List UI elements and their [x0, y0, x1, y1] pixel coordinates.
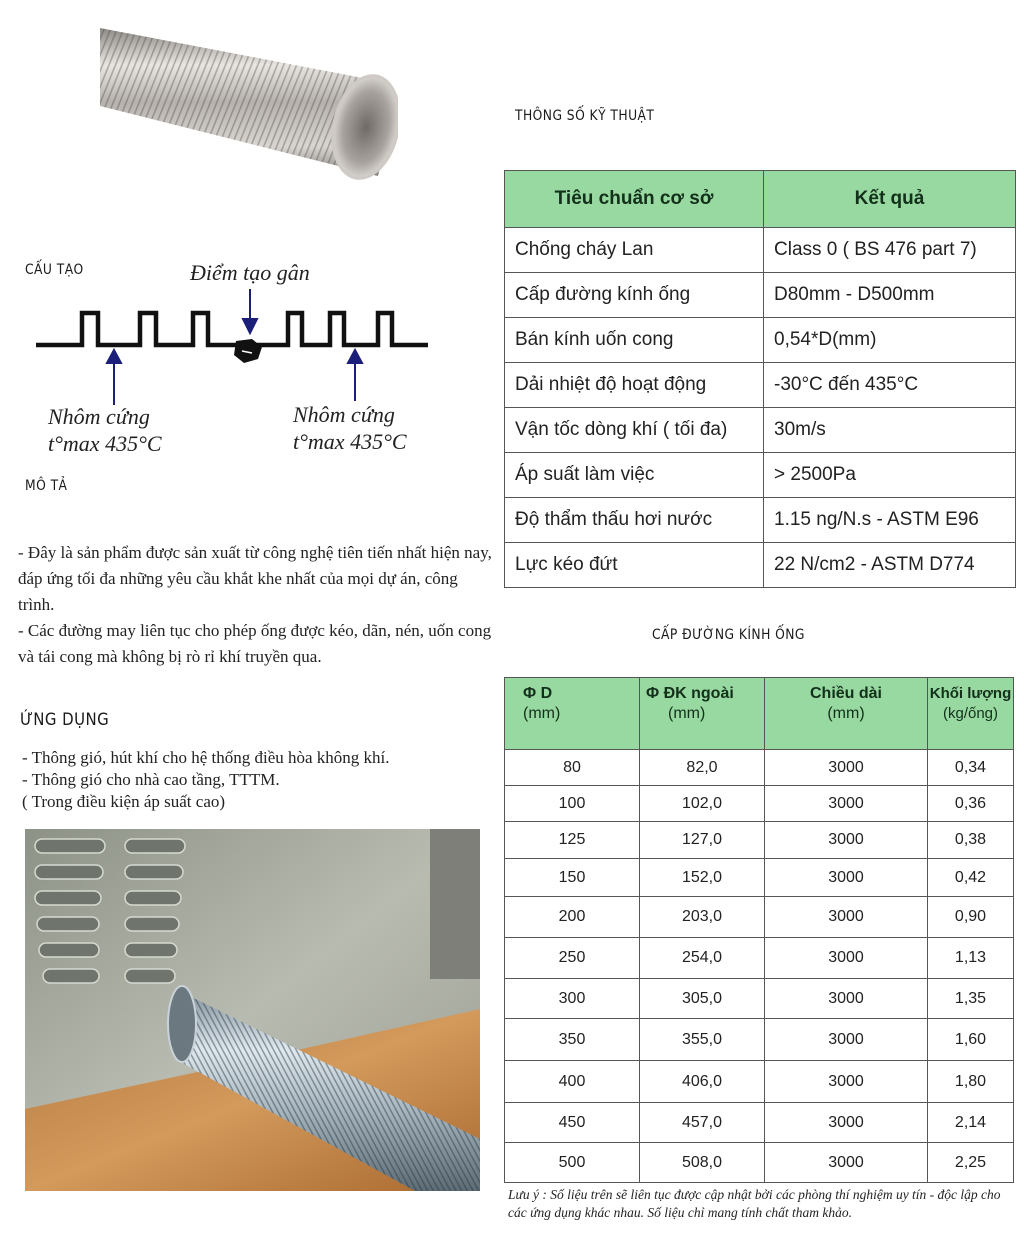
spec-value: > 2500Pa [764, 453, 1016, 498]
description-paragraph: - Các đường may liên tục cho phép ống được kéo, dãn, nén, uốn cong và tái cong mà không bị rò rỉ khí truyền qua. [18, 621, 492, 666]
spec-value: -30°C đến 435°C [764, 363, 1016, 408]
cell-outer: 254,0 [640, 938, 765, 979]
cell-weight: 0,42 [928, 859, 1014, 897]
specs-header-standard: Tiêu chuẩn cơ sở [505, 171, 764, 228]
spec-value: D80mm - D500mm [764, 273, 1016, 318]
diameter-row [505, 859, 1014, 897]
specs-row [505, 543, 1016, 588]
spec-value: 22 N/cm2 - ASTM D774 [764, 543, 1016, 588]
cell-d: 125 [505, 822, 640, 859]
application-item: - Thông gió, hút khí cho hệ thống điều hòa không khí. [22, 748, 390, 767]
left-material-name: Nhôm cứng [48, 404, 150, 429]
cell-d: 500 [505, 1143, 640, 1183]
cell-weight: 0,90 [928, 897, 1014, 938]
diameter-row [505, 938, 1014, 979]
application-item: - Thông gió cho nhà cao tầng, TTTM. [22, 770, 280, 789]
spec-label: Dải nhiệt độ hoạt động [505, 363, 764, 408]
applications-heading: ỨNG DỤNG [20, 710, 110, 730]
application-item: ( Trong điều kiện áp suất cao) [22, 792, 226, 811]
cell-d: 200 [505, 897, 640, 938]
left-material-label [48, 403, 162, 457]
description-paragraph: - Đây là sản phẩm được sản xuất từ công nghệ tiên tiến nhất hiện nay, đáp ứng tối đa những yêu cầu khắt khe nhất của mọi dự án, công trình. [18, 543, 492, 614]
cell-d: 250 [505, 938, 640, 979]
cell-outer: 406,0 [640, 1061, 765, 1103]
structure-diagram [30, 255, 450, 465]
cell-outer: 102,0 [640, 786, 765, 822]
spec-label: Vận tốc dòng khí ( tối đa) [505, 408, 764, 453]
specs-row [505, 273, 1016, 318]
specs-row [505, 453, 1016, 498]
structure-heading: CẤU TẠO [25, 262, 84, 278]
spec-label: Áp suất làm việc [505, 453, 764, 498]
cell-weight: 1,13 [928, 938, 1014, 979]
specs-row [505, 408, 1016, 453]
cell-length: 3000 [765, 822, 928, 859]
cell-d: 350 [505, 1019, 640, 1061]
cell-length: 3000 [765, 750, 928, 786]
diameters-table [504, 677, 1014, 1183]
specs-row [505, 318, 1016, 363]
header-unit: (mm) [523, 705, 561, 722]
header-main: Φ ĐK ngoài [646, 685, 734, 702]
cell-outer: 127,0 [640, 822, 765, 859]
cell-d: 80 [505, 750, 640, 786]
specs-row [505, 228, 1016, 273]
cell-outer: 355,0 [640, 1019, 765, 1061]
cell-weight: 0,36 [928, 786, 1014, 822]
spec-value: Class 0 ( BS 476 part 7) [764, 228, 1016, 273]
right-material-name: Nhôm cứng [293, 402, 395, 427]
cell-weight: 2,14 [928, 1103, 1014, 1143]
cell-length: 3000 [765, 1019, 928, 1061]
diameter-row [505, 1061, 1014, 1103]
diameter-row [505, 897, 1014, 938]
header-unit: (mm) [827, 705, 865, 722]
cell-length: 3000 [765, 979, 928, 1019]
header-main: Khối lượng [929, 685, 1012, 702]
cell-length: 3000 [765, 938, 928, 979]
cell-length: 3000 [765, 1103, 928, 1143]
specs-heading: THÔNG SỐ KỸ THUẬT [515, 108, 655, 124]
spec-value: 0,54*D(mm) [764, 318, 1016, 363]
cell-d: 400 [505, 1061, 640, 1103]
description-heading: MÔ TẢ [25, 478, 68, 494]
cell-length: 3000 [765, 786, 928, 822]
diameters-heading: CẤP ĐƯỜNG KÍNH ỐNG [652, 627, 805, 643]
specs-row [505, 363, 1016, 408]
cell-weight: 2,25 [928, 1143, 1014, 1183]
specs-table [504, 170, 1016, 588]
cell-weight: 0,34 [928, 750, 1014, 786]
right-material-temp: t°max 435°C [293, 429, 407, 454]
diameter-row [505, 786, 1014, 822]
spec-label: Độ thẩm thấu hơi nước [505, 498, 764, 543]
diameter-row [505, 1143, 1014, 1183]
diameter-row [505, 1019, 1014, 1061]
diameter-row [505, 979, 1014, 1019]
cell-outer: 305,0 [640, 979, 765, 1019]
spec-label: Cấp đường kính ống [505, 273, 764, 318]
header-nominal-diameter [505, 678, 640, 750]
header-outer-diameter [640, 678, 765, 750]
cell-length: 3000 [765, 897, 928, 938]
cell-length: 3000 [765, 1061, 928, 1103]
description-text [18, 540, 493, 670]
specs-header-result: Kết quả [764, 171, 1016, 228]
cell-d: 450 [505, 1103, 640, 1143]
specs-header-row [505, 171, 1016, 228]
header-main: Chiều dài [809, 685, 882, 702]
diameters-header-row [505, 678, 1014, 750]
rib-point-label: Điểm tạo gân [190, 260, 310, 285]
cell-weight: 0,38 [928, 822, 1014, 859]
spec-label: Bán kính uốn cong [505, 318, 764, 363]
diameter-row [505, 1103, 1014, 1143]
spec-label: Lực kéo đứt [505, 543, 764, 588]
cell-outer: 457,0 [640, 1103, 765, 1143]
header-length [765, 678, 928, 750]
cell-d: 300 [505, 979, 640, 1019]
cell-length: 3000 [765, 859, 928, 897]
cell-weight: 1,80 [928, 1061, 1014, 1103]
header-unit: (kg/ống) [942, 705, 999, 722]
diameter-row [505, 750, 1014, 786]
cell-outer: 508,0 [640, 1143, 765, 1183]
cell-weight: 1,35 [928, 979, 1014, 1019]
spec-value: 30m/s [764, 408, 1016, 453]
cell-weight: 1,60 [928, 1019, 1014, 1061]
cell-d: 100 [505, 786, 640, 822]
right-material-label [293, 401, 407, 455]
cell-outer: 152,0 [640, 859, 765, 897]
diameter-row [505, 822, 1014, 859]
applications-list [22, 747, 492, 813]
spec-label: Chống cháy Lan [505, 228, 764, 273]
cell-length: 3000 [765, 1143, 928, 1183]
left-material-temp: t°max 435°C [48, 431, 162, 456]
footnote: Lưu ý : Số liệu trên sẽ liên tục được cập nhật bởi các phòng thí nghiệm uy tín - độc lập cho các ứng dụng khác nhau. Số liệu chỉ mang tính chất tham khảo. [508, 1187, 1001, 1220]
spec-value: 1.15 ng/N.s - ASTM E96 [764, 498, 1016, 543]
header-weight [928, 678, 1014, 750]
application-photo [25, 829, 480, 1191]
specs-row [505, 498, 1016, 543]
header-main: Φ D [523, 685, 553, 702]
header-unit: (mm) [668, 705, 706, 722]
cell-outer: 82,0 [640, 750, 765, 786]
product-duct-image [98, 26, 398, 196]
cell-outer: 203,0 [640, 897, 765, 938]
cell-d: 150 [505, 859, 640, 897]
